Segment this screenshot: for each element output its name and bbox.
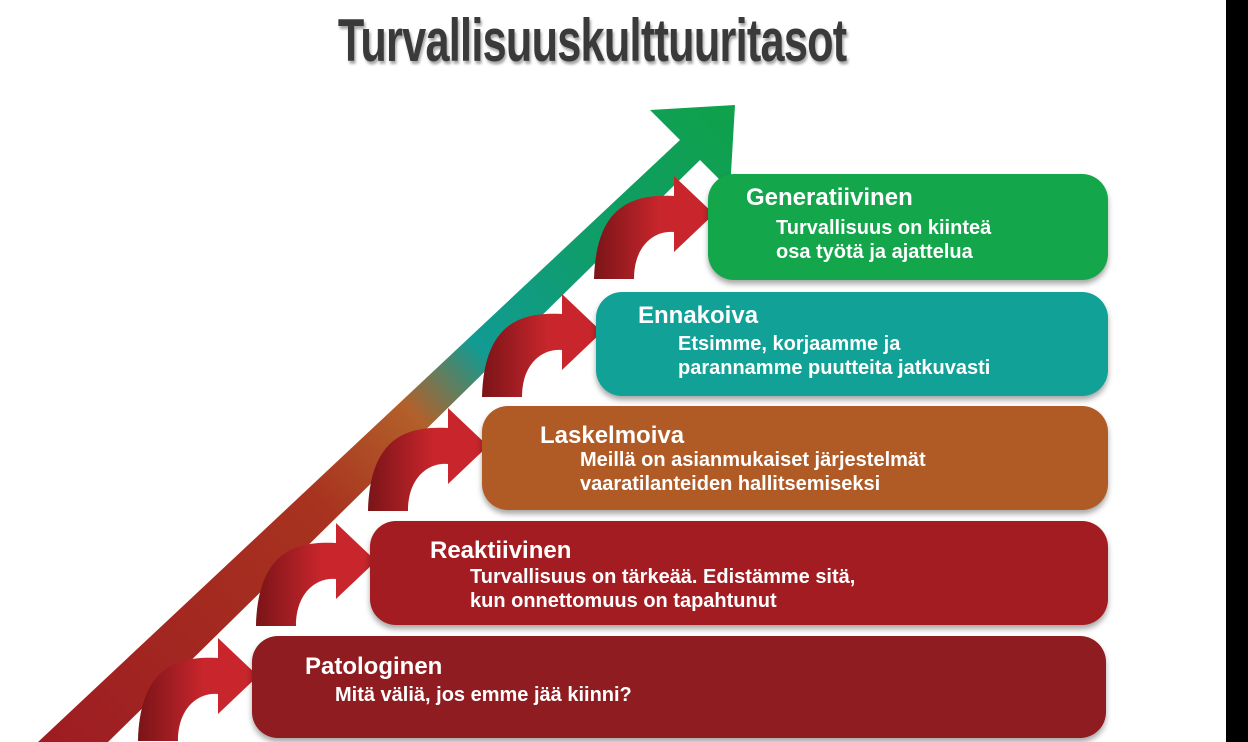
level-box-reaktiivinen — [370, 521, 1108, 625]
level-name: Reaktiivinen — [430, 537, 572, 564]
level-description: Mitä väliä, jos emme jää kiinni? — [335, 684, 632, 706]
level-name: Generatiivinen — [746, 184, 913, 211]
level-box-generatiivinen — [708, 174, 1108, 280]
level-description: Etsimme, korjaamme ja parannamme puutteita jatkuvasti — [678, 333, 991, 379]
level-description: Turvallisuus on kiinteä osa työtä ja ajattelua — [776, 217, 992, 263]
level-name: Laskelmoiva — [540, 422, 685, 449]
level-box-patologinen — [252, 636, 1106, 738]
level-description: Turvallisuus on tärkeää. Edistämme sitä, kun onnettomuus on tapahtunut — [470, 566, 856, 612]
level-name: Patologinen — [305, 653, 443, 680]
level-box-laskelmoiva — [482, 406, 1108, 510]
diagram-title: Turvallisuuskulttuuritasot — [337, 7, 847, 74]
side-bar — [1226, 0, 1248, 742]
level-name: Ennakoiva — [638, 302, 759, 329]
level-description: Meillä on asianmukaiset järjestelmät vaaratilanteiden hallitsemiseksi — [580, 449, 926, 495]
level-box-ennakoiva — [596, 292, 1108, 396]
